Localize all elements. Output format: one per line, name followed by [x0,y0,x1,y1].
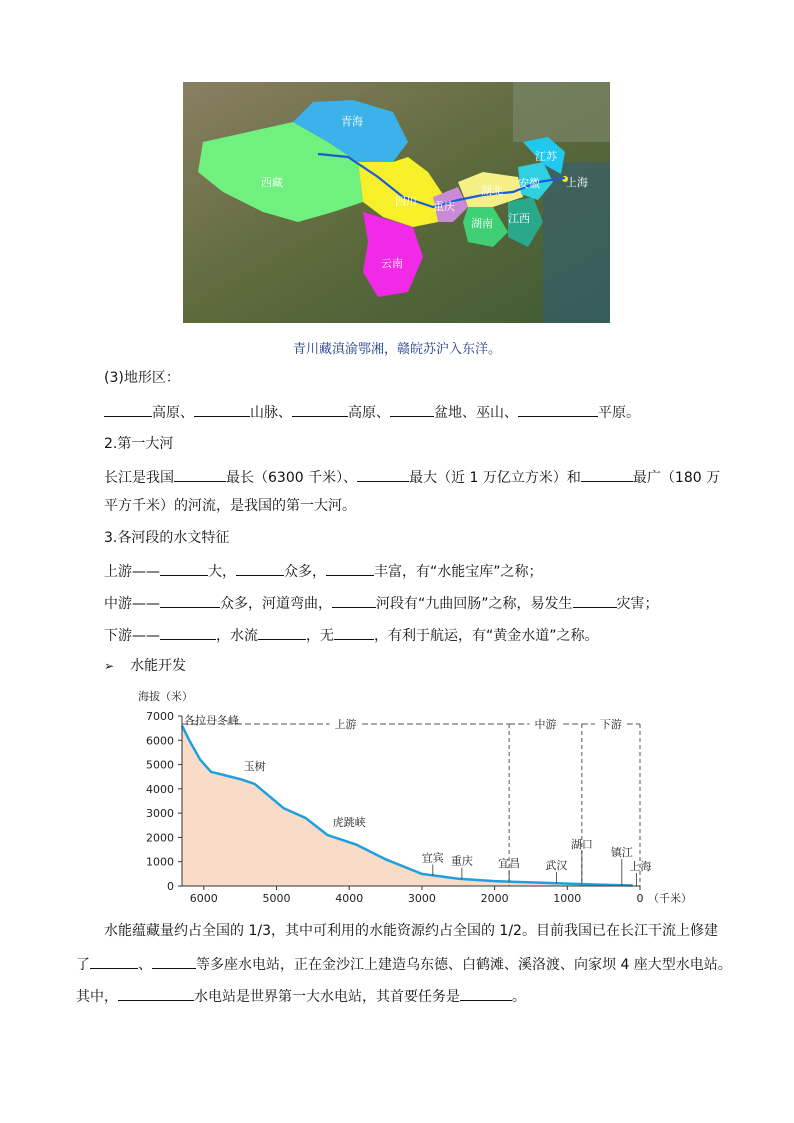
y-tick-label: 7000 [146,710,174,723]
blank [104,401,152,417]
label-yunnan: 云南 [381,257,403,270]
elevation-profile-chart [130,684,692,906]
blank [160,592,220,608]
blank [332,592,376,608]
x-tick-label: 4000 [335,892,364,905]
bullet-icon: ➢ [104,659,115,673]
blank [326,560,374,576]
blank [236,560,284,576]
label-qinghai: 青海 [341,115,363,128]
map-svg [183,82,610,323]
blank [90,953,138,969]
x-axis-label: （千米） [648,892,692,905]
lower-line: 下游—— ，水流 ，无 ，有利于航运，有“黄金水道”之称。 [104,624,599,646]
x-tick-label: 6000 [189,892,218,905]
blank [518,401,598,417]
y-tick-label: 2000 [146,831,174,845]
y-tick-label: 4000 [146,782,174,796]
segment-label: 下游 [599,718,622,731]
blank [581,466,633,482]
annotation-label: 宜昌 [498,857,521,871]
label-chongqing: 重庆 [433,200,455,213]
label-jiangxi: 江西 [508,212,530,225]
blank [160,560,208,576]
blank [573,592,617,608]
section-3-title: 3.各河段的水文特征 [104,530,230,546]
blank [258,624,306,640]
x-tick-label: 3000 [407,892,436,905]
river-line-2: 平方千米）的河流，是我国的第一大河。 [104,498,356,514]
blank [460,985,512,1001]
river-line-1: 长江是我国 最长（6300 千米）、 最大（近 1 万亿立方米）和 最广（180 万 [104,466,720,488]
y-tick-label: 1000 [146,855,174,869]
blank [194,401,250,417]
y-tick-label: 0 [167,880,174,893]
annotation-label: 宜宾 [421,851,444,865]
map-caption: 青川藏滇渝鄂湘，赣皖苏沪入东洋。 [292,342,501,357]
y-tick-label: 6000 [146,734,174,748]
section3-title: (3)地形区： [104,370,180,386]
hydro-p2: 了 、 等多座水电站，正在金沙江上建造乌东德、白鹤滩、溪洛渡、向家坝 4 座大型水电站。 [76,953,732,975]
hydro-p3: 其中， 水电站是世界第一大水电站，其首要任务是 。 [76,985,526,1007]
blank [160,624,216,640]
label-sichuan: 四川 [395,195,417,208]
terrain-line: 高原、 山脉、 高原、 盆地、巫山、 平原。 [104,401,640,423]
y-tick-label: 3000 [146,807,174,821]
label-anhui: 安徽 [518,177,540,190]
blank [292,401,348,417]
hydro-heading: ➢ 水能开发 [104,658,187,674]
segment-label: 中游 [534,718,557,731]
middle-line: 中游—— 众多，河道弯曲， 河段有“九曲回肠”之称，易发生 灾害； [104,592,659,614]
label-hunan: 湖南 [471,217,493,230]
annotation-label: 镇江 [610,846,633,859]
blank [152,953,196,969]
blank [390,401,434,417]
x-tick-label: 0 [636,892,644,905]
blank [334,624,374,640]
section-2-title: 2.第一大河 [104,436,174,452]
annotation-label: 湖口 [570,838,593,851]
blank [174,466,226,482]
yangtze-province-map [183,82,610,323]
x-tick-label: 5000 [262,892,291,905]
annotation-label: 各拉丹冬峰 [184,714,239,727]
upper-line: 上游—— 大， 众多， 丰富，有“水能宝库”之称； [104,560,543,582]
annotation-label: 重庆 [450,854,473,868]
blank [357,466,409,482]
annotation-label: 玉树 [243,760,266,773]
blank [118,985,194,1001]
label-jiangsu: 江苏 [535,150,557,163]
segment-label: 上游 [334,718,357,731]
label-shanghai: 上海 [566,176,588,189]
x-tick-label: 2000 [480,892,509,905]
x-tick-label: 1000 [553,892,582,905]
annotation-label: 武汉 [545,859,568,873]
annotation-label: 虎跳峡 [332,815,366,829]
hydro-p1: 水能蕴藏量约占全国的 1/3，其中可利用的水能资源约占全国的 1/2。目前我国已在长江干流上修建 [104,923,718,939]
y-tick-label: 5000 [146,758,174,772]
label-hubei: 湖北 [481,184,503,197]
annotation-label: 上海 [629,860,652,873]
y-axis-label: 海拔（米） [138,690,193,703]
label-xizang: 西藏 [261,176,283,189]
